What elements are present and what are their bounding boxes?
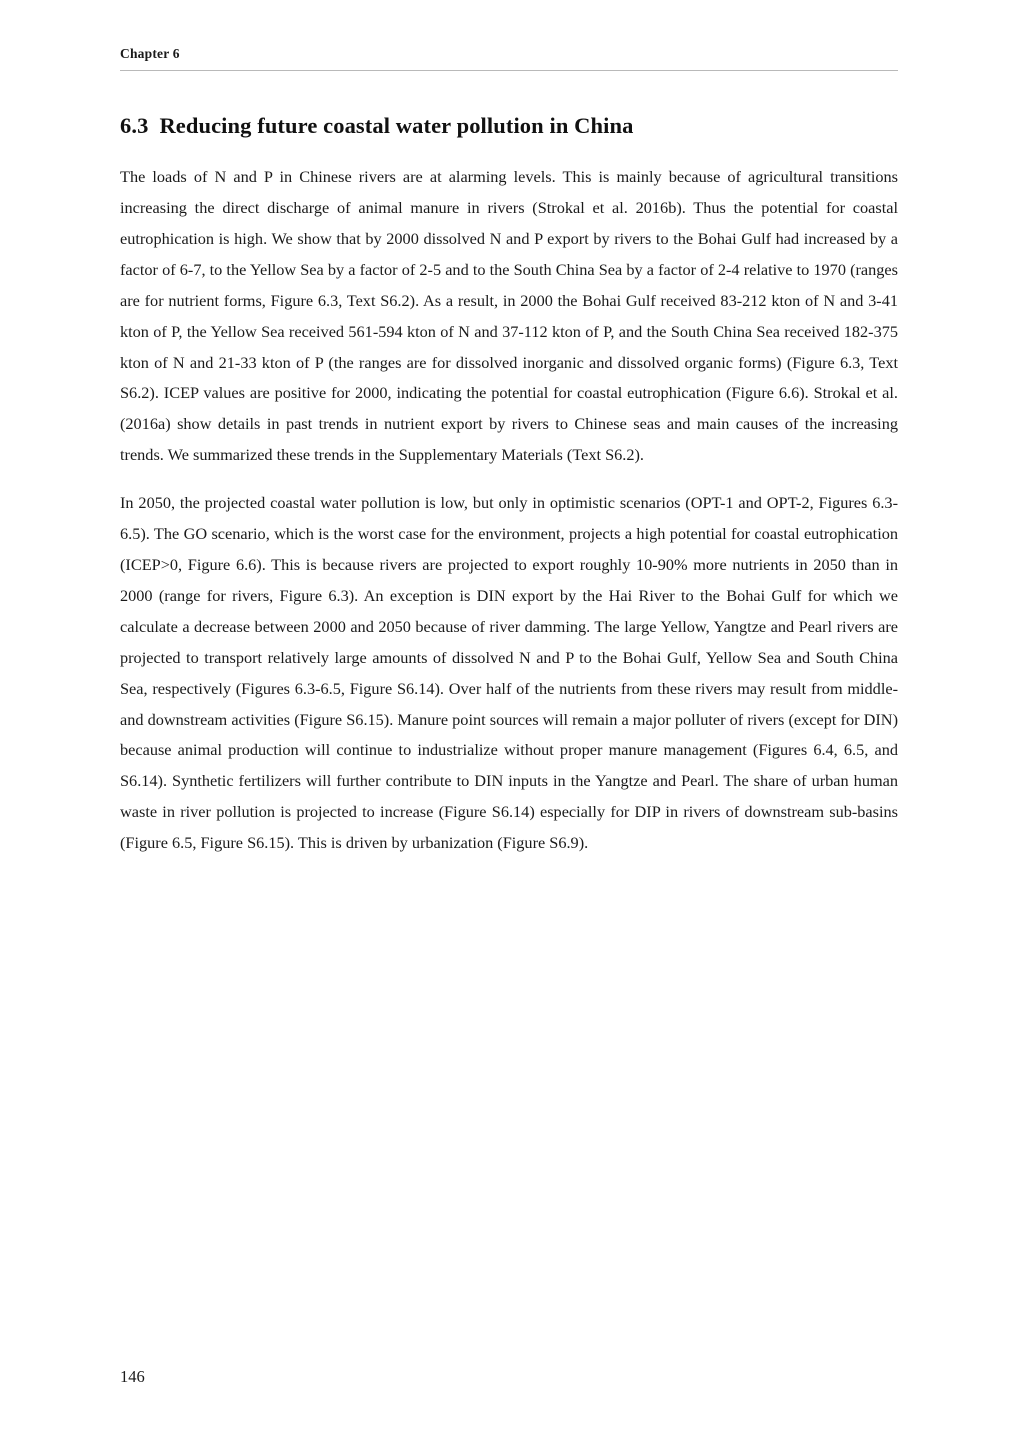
page-content <box>120 112 898 859</box>
running-head: Chapter 6 <box>120 46 180 61</box>
body-paragraph-2: In 2050, the projected coastal water pollution is low, but only in optimistic scenarios (OPT-1 and OPT-2, Figures 6.3-6.5). The GO scenario, which is the worst case for the environment, projects a high potential for coastal eutrophication (ICEP>0, Figure 6.6). This is because rivers are projected to export roughly 10-90% more nutrients in 2050 than in 2000 (range for rivers, Figure 6.3). An exception is DIN export by the Hai River to the Bohai Gulf for which we calculate a decrease between 2000 and 2050 because of river damming. The large Yellow, Yangtze and Pearl rivers are projected to transport relatively large amounts of dissolved N and P to the Bohai Gulf, Yellow Sea and South China Sea, respectively (Figures 6.3-6.5, Figure S6.14). Over half of the nutrients from these rivers may result from middle- and downstream activities (Figure S6.15). Manure point sources will remain a major polluter of rivers (except for DIN) because animal production will continue to industrialize without proper manure management (Figures 6.4, 6.5, and S6.14). Synthetic fertilizers will further contribute to DIN inputs in the Yangtze and Pearl. The share of urban human waste in river pollution is projected to increase (Figure S6.14) especially for DIP in rivers of downstream sub-basins (Figure 6.5, Figure S6.15). This is driven by urbanization (Figure S6.9). <box>120 493 898 853</box>
body-paragraph-1: The loads of N and P in Chinese rivers are at alarming levels. This is mainly because of agricultural transitions increasing the direct discharge of animal manure in rivers (Strokal et al. 2016b). Thus the potential for coastal eutrophication is high. We show that by 2000 dissolved N and P export by rivers to the Bohai Gulf had increased by a factor of 6-7, to the Yellow Sea by a factor of 2-5 and to the South China Sea by a factor of 2-4 relative to 1970 (ranges are for nutrient forms, Figure 6.3, Text S6.2). As a result, in 2000 the Bohai Gulf received 83-212 kton of N and 3-41 kton of P, the Yellow Sea received 561-594 kton of N and 37-112 kton of P, and the South China Sea received 182-375 kton of N and 21-33 kton of P (the ranges are for dissolved inorganic and dissolved organic forms) (Figure 6.3, Text S6.2). ICEP values are positive for 2000, indicating the potential for coastal eutrophication (Figure 6.6). Strokal et al. (2016a) show details in past trends in nutrient export by rivers to Chinese seas and main causes of the increasing trends. We summarized these trends in the Supplementary Materials (Text S6.2). <box>120 167 898 465</box>
section-number: 6.3 <box>120 113 149 138</box>
page-number: 146 <box>120 1367 145 1386</box>
section-heading <box>120 112 898 140</box>
section-title-text: Reducing future coastal water pollution in China <box>159 113 634 138</box>
header-divider <box>120 70 898 71</box>
